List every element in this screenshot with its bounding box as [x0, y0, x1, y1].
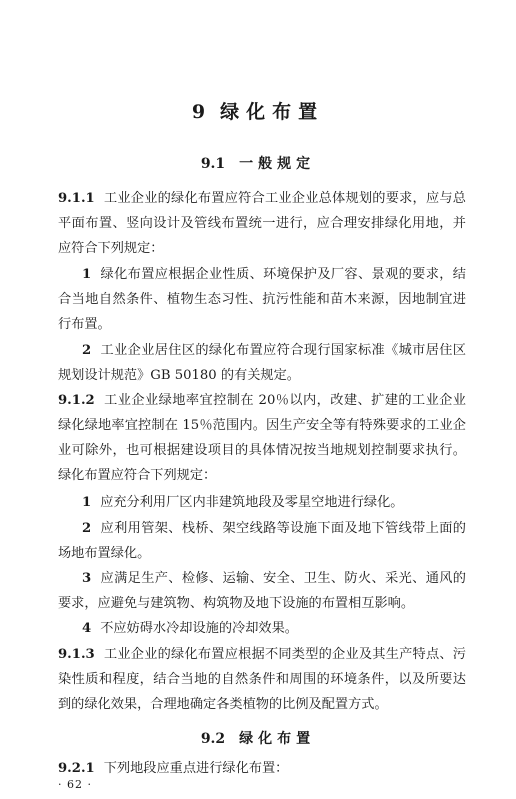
item-number: 2 [82, 521, 92, 536]
clause-text: 工业企业的绿化布置应根据不同类型的企业及其生产特点、污染性质和程度，结合当地的自然条件和周围的环境条件，以及所要达到的绿化效果，合理地确定各类植物的比例及配置方式。 [58, 647, 466, 712]
item-text: 应满足生产、检修、运输、安全、卫生、防火、采光、通风的要求，应避免与建筑物、构筑物及地下设施的布置相互影响。 [58, 571, 466, 611]
clause-text: 下列地段应重点进行绿化布置： [103, 761, 289, 776]
clause-9-2-1 [58, 756, 466, 781]
clause-number: 9.2.1 [58, 761, 95, 776]
item-text: 应充分利用厂区内非建筑地段及零星空地进行绿化。 [100, 495, 404, 510]
item-number: 2 [82, 343, 92, 358]
section-number: 9.2 [200, 731, 226, 747]
item-number: 3 [82, 571, 92, 586]
chapter-title-text: 绿化布置 [220, 101, 325, 123]
item-text: 工业企业居住区的绿化布置应符合现行国家标准《城市居住区规划设计规范》GB 50180 的有关规定。 [58, 343, 466, 383]
clause-9-1-1-item-1 [58, 262, 466, 337]
section-number: 9.1 [200, 156, 226, 172]
clause-text: 工业企业绿地率宜控制在 20％以内，改建、扩建的工业企业绿化绿地率宜控制在 15％范围内。因生产安全等有特殊要求的工业企业可除外，也可根据建设项目的具体情况按当地规划控制要求执行。绿化布置应符合下列规定： [58, 393, 466, 483]
section-title-9-2 [0, 728, 516, 748]
clause-text: 工业企业的绿化布置应符合工业企业总体规划的要求，应与总平面布置、竖向设计及管线布置统一进行，应合理安排绿化用地，并应符合下列规定： [58, 191, 466, 256]
clause-number: 9.1.3 [58, 647, 95, 662]
clause-number: 9.1.1 [58, 191, 95, 206]
clause-9-1-2-item-1 [58, 490, 466, 515]
item-text: 不应妨碍水冷却设施的冷却效果。 [100, 621, 298, 636]
item-text: 应利用管架、栈桥、架空线路等设施下面及地下管线带上面的场地布置绿化。 [58, 521, 466, 561]
clause-number: 9.1.2 [58, 393, 95, 408]
page-number: · 62 · [58, 778, 92, 791]
clause-9-1-2 [58, 388, 466, 488]
clause-9-1-2-item-2 [58, 516, 466, 566]
section-title-text: 一般规定 [239, 156, 316, 172]
section-title-text: 绿化布置 [239, 731, 316, 747]
chapter-number: 9 [191, 101, 207, 123]
chapter-title [0, 97, 516, 124]
clause-9-1-1-item-2 [58, 338, 466, 388]
item-text: 绿化布置应根据企业性质、环境保护及厂容、景观的要求，结合当地自然条件、植物生态习性、抗污性能和苗木来源，因地制宜进行布置。 [58, 267, 466, 332]
section-title-9-1 [0, 153, 516, 173]
clause-9-1-3 [58, 642, 466, 717]
clause-9-1-1 [58, 186, 466, 261]
item-number: 4 [82, 621, 92, 636]
item-number: 1 [82, 267, 92, 282]
clause-9-1-2-item-4 [58, 616, 466, 641]
clause-9-1-2-item-3 [58, 566, 466, 616]
item-number: 1 [82, 495, 92, 510]
